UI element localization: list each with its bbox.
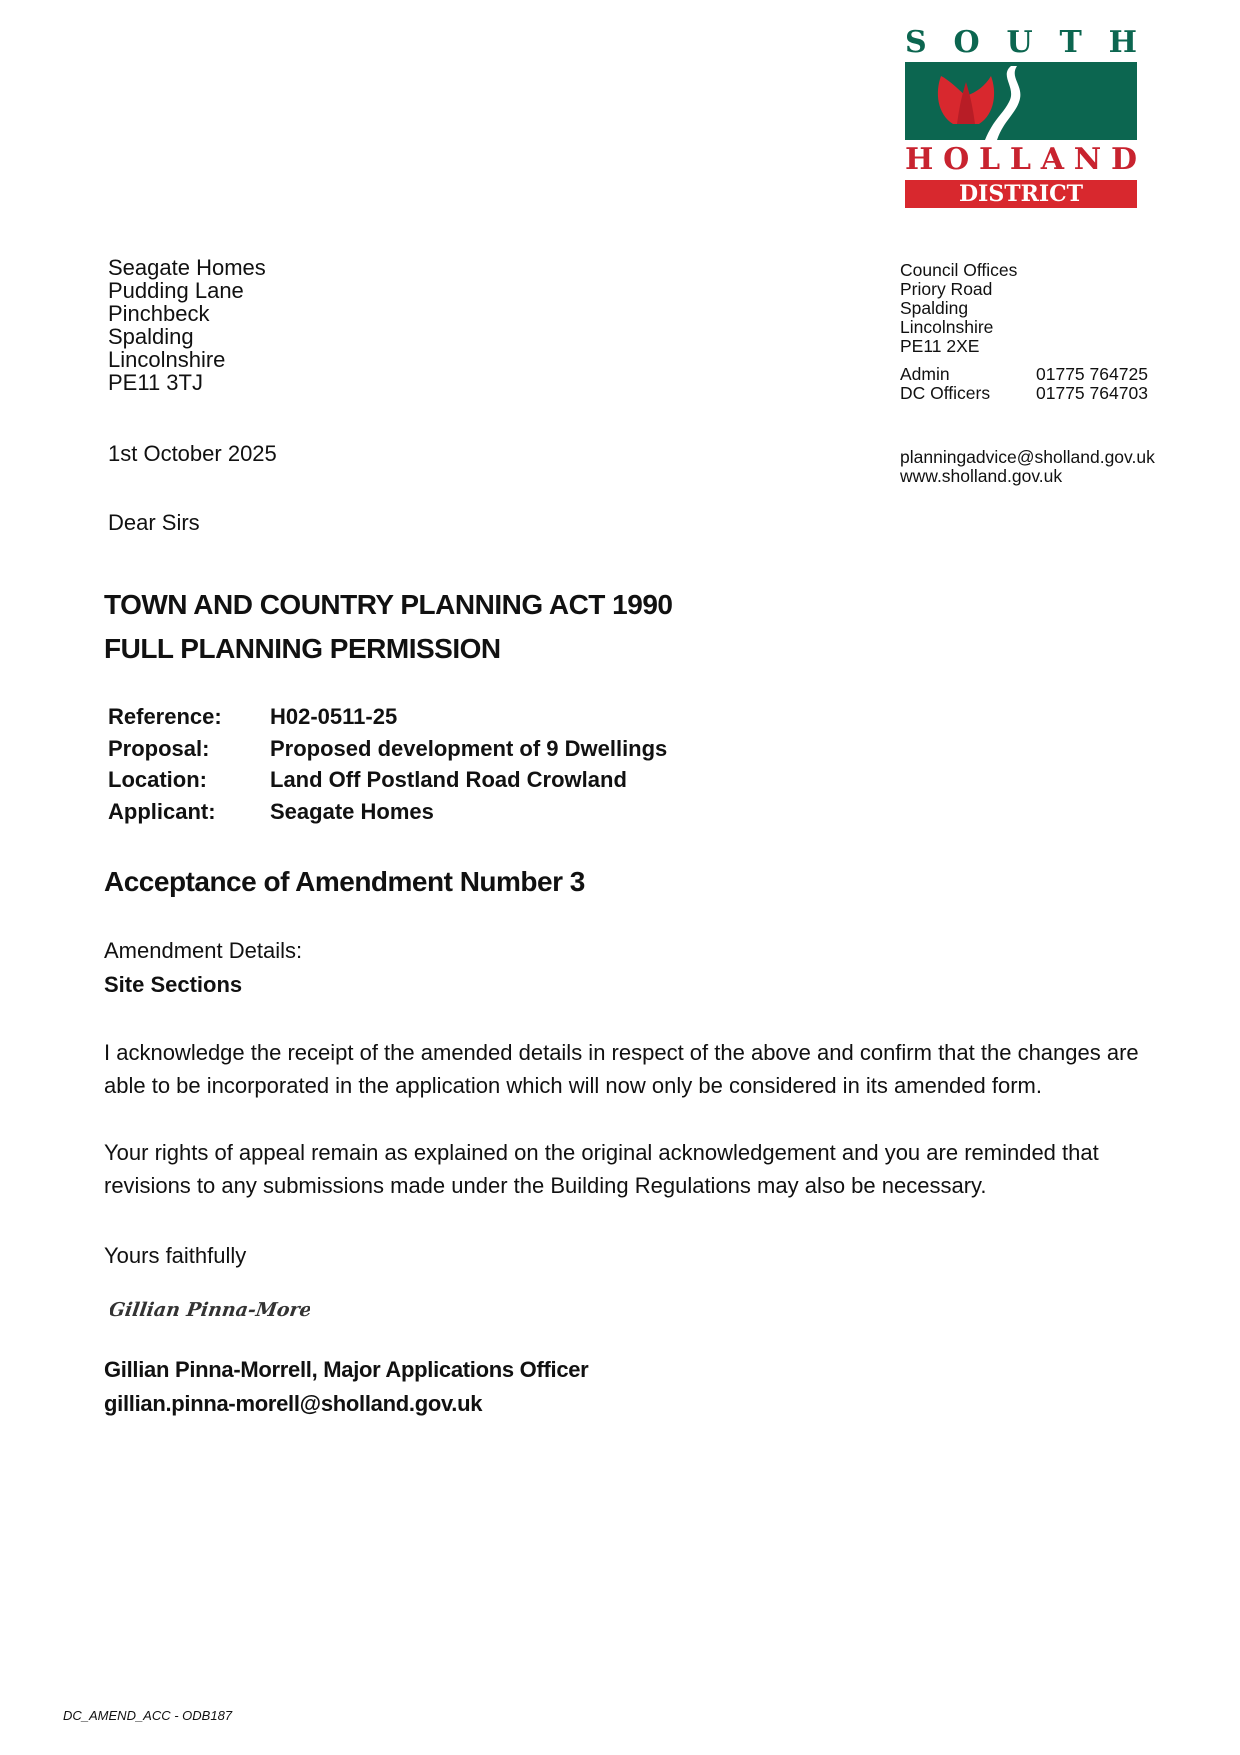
recipient-address [108, 256, 266, 394]
address-line: Lincolnshire [900, 317, 994, 337]
address-line: Spalding [900, 298, 969, 318]
detail-label: Location: [108, 767, 207, 792]
contact-row [900, 384, 1148, 403]
act-heading: TOWN AND COUNTRY PLANNING ACT 1990 [104, 589, 673, 620]
planning-email-link[interactable]: planningadvice@sholland.gov.uk [900, 447, 1155, 467]
contact-row [900, 365, 1148, 384]
contact-phone: 01775 764725 [1036, 364, 1148, 384]
detail-value: Land Off Postland Road Crowland [270, 767, 627, 792]
salutation: Dear Sirs [108, 510, 200, 535]
logo-letter: U [1006, 25, 1033, 60]
logo-letter: H [905, 142, 934, 177]
logo-letter: S [905, 25, 927, 60]
address-line: Pudding Lane [108, 278, 244, 303]
address-line: PE11 3TJ [108, 370, 203, 395]
detail-row [108, 733, 667, 765]
address-line: Pinchbeck [108, 301, 210, 326]
application-details [108, 701, 667, 827]
detail-value: Proposed development of 9 Dwellings [270, 735, 668, 761]
detail-label: Reference: [108, 704, 222, 729]
address-line: Council Offices [900, 260, 1018, 280]
address-line: Priory Road [900, 279, 993, 299]
address-line: Seagate Homes [108, 255, 266, 280]
website-link[interactable]: www.sholland.gov.uk [900, 466, 1063, 486]
contact-label: Admin [900, 364, 950, 384]
tulip-emblem [905, 62, 1137, 140]
detail-value: H02-0511-25 [270, 704, 398, 729]
detail-value: Seagate Homes [270, 798, 434, 824]
handwritten-signature [110, 1288, 310, 1328]
amendment-title: Acceptance of Amendment Number 3 [104, 866, 585, 897]
address-line: Spalding [108, 324, 194, 349]
closing: Yours faithfully [104, 1243, 247, 1268]
logo-south-text [905, 25, 1137, 60]
logo-letter: N [1073, 142, 1102, 177]
body-paragraph: Your rights of appeal remain as explained on the original acknowledgement and you are reminded that revisions to any submissions made under the Building Regulations may also be necessary. [104, 1140, 1099, 1198]
web-contacts [900, 448, 1155, 486]
detail-label: Applicant: [108, 798, 216, 824]
svg-text:Gillian Pinna-Morell: Gillian Pinna-Morell [110, 1298, 310, 1321]
council-logo [905, 25, 1137, 235]
document-code: DC_AMEND_ACC - ODB187 [63, 1708, 233, 1723]
permission-heading: FULL PLANNING PERMISSION [104, 633, 501, 664]
amendment-details-label: Amendment Details: [104, 938, 303, 963]
address-line: Lincolnshire [108, 347, 226, 372]
contact-numbers [900, 365, 1148, 403]
logo-letter: O [943, 142, 970, 177]
contact-phone: 01775 764703 [1036, 383, 1148, 403]
logo-letter: T [1059, 25, 1082, 60]
logo-letter: H [1108, 25, 1137, 60]
signatory-block [104, 1353, 588, 1421]
logo-letter: O [953, 25, 980, 60]
letter-date: 1st October 2025 [108, 441, 277, 466]
logo-holland-text [905, 142, 1137, 177]
logo-letter: D [1110, 142, 1137, 177]
detail-label: Proposal: [108, 735, 210, 761]
signatory-email-link[interactable]: gillian.pinna-morell@sholland.gov.uk [104, 1391, 483, 1416]
logo-letter: L [1009, 142, 1031, 177]
council-address [900, 261, 1017, 356]
address-line: PE11 2XE [900, 336, 980, 356]
logo-letter: A [1040, 142, 1065, 177]
logo-letter: L [979, 142, 1001, 177]
detail-row [108, 701, 667, 733]
amendment-details-value: Site Sections [104, 972, 243, 997]
signatory-name: Gillian Pinna-Morrell, Major Applications Officer [104, 1357, 589, 1382]
detail-row [108, 764, 667, 796]
logo-banner: DISTRICT COUNCIL [905, 180, 1137, 208]
signature-icon [110, 1288, 310, 1328]
detail-row [108, 796, 667, 828]
tulip-icon [905, 62, 1137, 140]
body-paragraph: I acknowledge the receipt of the amended details in respect of the above and confirm that the changes are able to be incorporated in the application which will now only be considered in its amended form. [104, 1040, 1139, 1098]
contact-label: DC Officers [900, 383, 991, 403]
